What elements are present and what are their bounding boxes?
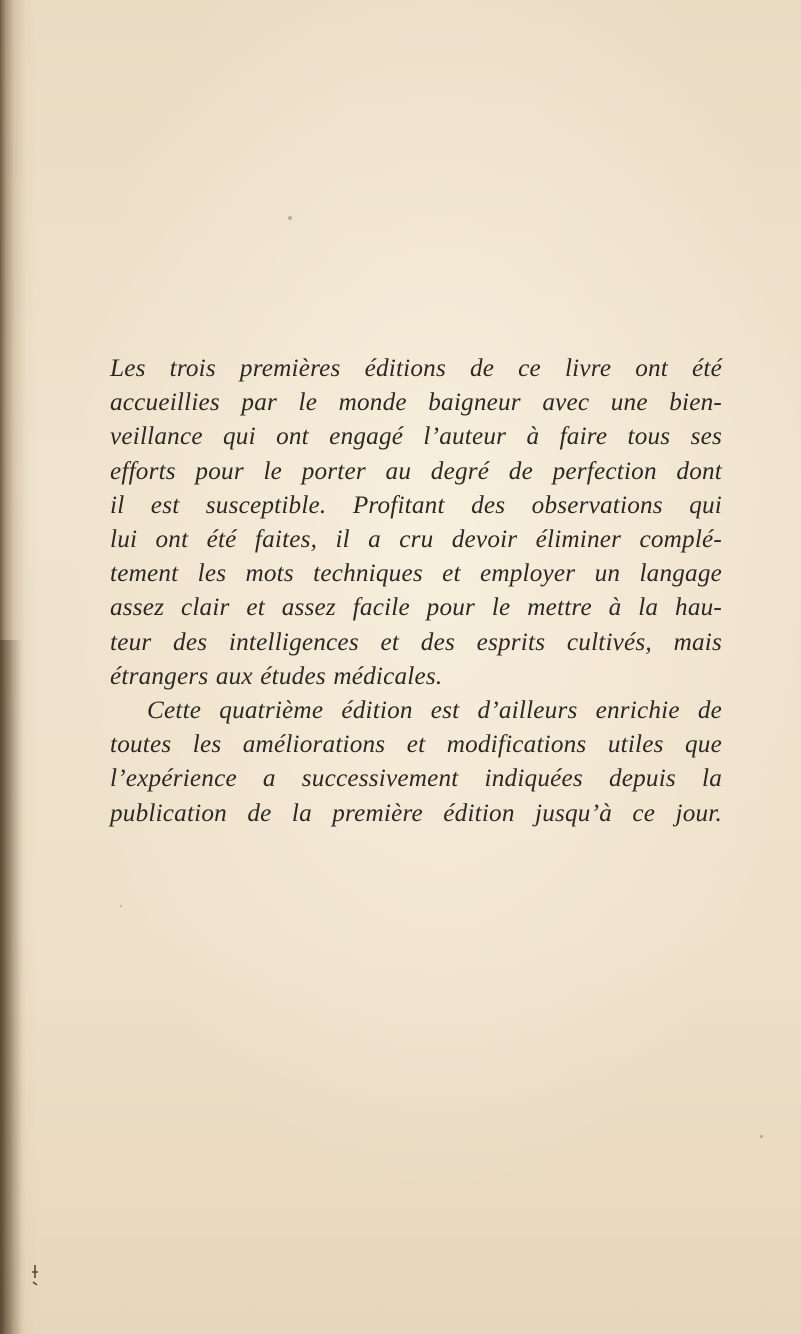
preface-text	[110, 352, 722, 831]
text-line: Les trois premières éditions de ce livre ont été	[110, 355, 722, 382]
text-line: assez clair et assez facile pour le mettre à la hau-	[110, 594, 722, 622]
paper-speck	[288, 216, 292, 220]
text-line: accueillies par le monde baigneur avec une bien-	[110, 389, 722, 417]
text-line: Cette quatrième édition est d’ailleurs enrichie de	[147, 697, 722, 725]
page-binding-shadow	[0, 640, 22, 1334]
paragraph-2	[110, 694, 722, 831]
margin-ink-mark	[30, 1264, 40, 1286]
text-line: étrangers aux études médicales.	[110, 662, 443, 690]
text-line: veillance qui ont engagé l’auteur à faire tous ses	[110, 423, 722, 451]
ink-mark-icon	[30, 1264, 40, 1286]
text-line: toutes les améliorations et modifications utiles que	[110, 731, 722, 759]
paper-speck	[120, 905, 122, 907]
paragraph-1	[110, 352, 722, 694]
text-line: publication de la première édition jusqu’à ce jour.	[110, 799, 722, 827]
text-line: tement les mots techniques et employer un langage	[110, 560, 722, 588]
paper-speck	[760, 1135, 763, 1138]
text-line: l’expérience a successivement indiquées depuis la	[110, 765, 722, 793]
text-line: teur des intelligences et des esprits cultivés, mais	[110, 628, 722, 656]
text-line: lui ont été faites, il a cru devoir éliminer complé-	[110, 526, 722, 554]
text-line: il est susceptible. Profitant des observations qui	[110, 491, 722, 519]
text-line: efforts pour le porter au degré de perfection dont	[110, 457, 722, 485]
